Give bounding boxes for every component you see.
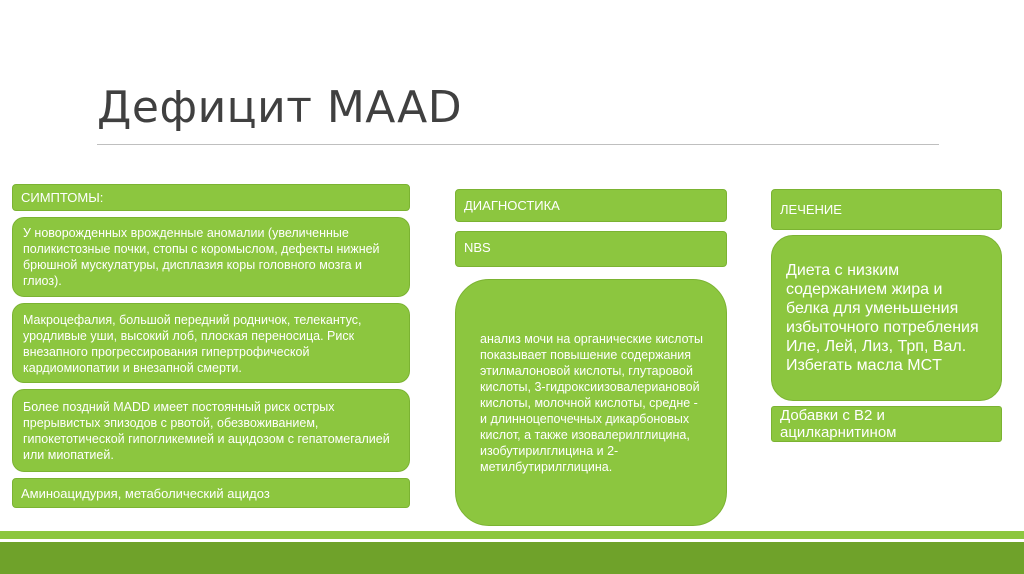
symptoms-header: СИМПТОМЫ: xyxy=(12,184,410,211)
treatment-diet-card xyxy=(771,235,1002,401)
title-divider xyxy=(97,144,939,145)
footer-stripe-light xyxy=(0,531,1024,539)
symptom-item-aminoaciduria: Аминоацидурия, метаболический ацидоз xyxy=(12,478,410,508)
footer-stripe-dark xyxy=(0,542,1024,574)
treatment-header: ЛЕЧЕНИЕ xyxy=(771,189,1002,230)
symptom-item-newborn: У новорожденных врожденные аномалии (увеличенные поликистозные почки, стопы с коромыслом, дефекты нижней брюшной мускулатуры, дисплазия коры головного мозга и глиоз). xyxy=(12,217,410,297)
slide-title: Дефицит MAAD xyxy=(97,82,463,133)
treatment-diet-text: Диета с низким содержанием жира и белка для уменьшения избыточного потребления Иле, Лей, Лиз, Трп, Вал. Избегать масла MCT xyxy=(786,262,979,374)
treatment-supplements: Добавки с B2 и ацилкарнитином xyxy=(771,406,1002,442)
diagnostics-detail-text: анализ мочи на органические кислоты показывает повышение содержания этилмалоновой кислоты, глутаровой кислоты, 3-гидроксиизовалериановой кислоты, молочной кислоты, средне - и длинноцепочечных дикарбоновых кислот, а также изовалерилглицина, изобутирилглицина и 2-метилбутирилглицина. xyxy=(480,331,703,474)
symptom-item-macrocephaly: Макроцефалия, большой передний родничок, телекантус, уродливые уши, высокий лоб, плоская переносица. Риск внезапного прогрессирования гипертрофической кардиомиопатии и внезапной смерти. xyxy=(12,303,410,383)
diagnostics-detail-card xyxy=(455,279,727,526)
diagnostics-header: ДИАГНОСТИКА xyxy=(455,189,727,222)
diagnostics-nbs: NBS xyxy=(455,231,727,267)
symptom-item-late-onset: Более поздний MADD имеет постоянный риск острых прерывистых эпизодов с рвотой, обезвоживанием, гипокетотической гипогликемией и ацидозом с гепатомегалией или миопатией. xyxy=(12,389,410,472)
